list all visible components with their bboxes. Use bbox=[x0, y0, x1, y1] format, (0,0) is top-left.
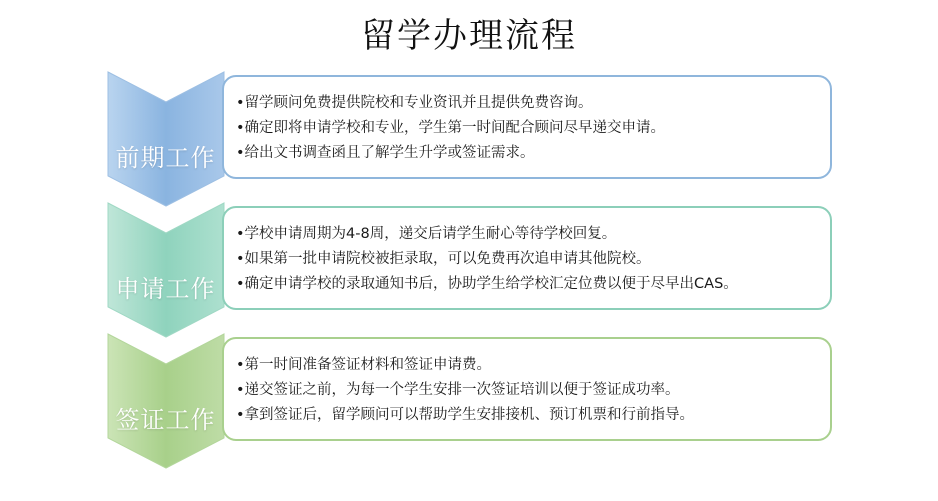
stage-3-item: •递交签证之前，为每一个学生安排一次签证培训以便于签证成功率。 bbox=[236, 382, 680, 398]
stage-3-details bbox=[222, 337, 832, 441]
stage-2-item: •学校申请周期为4-8周，递交后请学生耐心等待学校回复。 bbox=[236, 226, 617, 242]
stage-1-item: •确定即将申请学校和专业，学生第一时间配合顾问尽早递交申请。 bbox=[236, 120, 666, 136]
stage-1-item: •给出文书调查函且了解学生升学或签证需求。 bbox=[236, 145, 535, 161]
stage-2-details bbox=[222, 206, 832, 310]
stage-label-3: 签证工作 bbox=[115, 406, 216, 434]
stage-3-item: •第一时间准备签证材料和签证申请费。 bbox=[236, 357, 492, 373]
stage-3-item: •拿到签证后，留学顾问可以帮助学生安排接机、预订机票和行前指导。 bbox=[236, 407, 695, 423]
stage-2-item: •如果第一批申请院校被拒录取，可以免费再次追申请其他院校。 bbox=[236, 251, 651, 267]
stage-2-item: •确定申请学校的录取通知书后，协助学生给学校汇定位费以便于尽早出CAS。 bbox=[236, 276, 738, 292]
stage-1-item: •留学顾问免费提供院校和专业资讯并且提供免费咨询。 bbox=[236, 95, 593, 111]
diagram-title: 留学办理流程 bbox=[361, 16, 577, 56]
stage-1-details bbox=[222, 75, 832, 179]
stage-label-1: 前期工作 bbox=[115, 144, 216, 172]
stage-label-2: 申请工作 bbox=[115, 275, 216, 303]
